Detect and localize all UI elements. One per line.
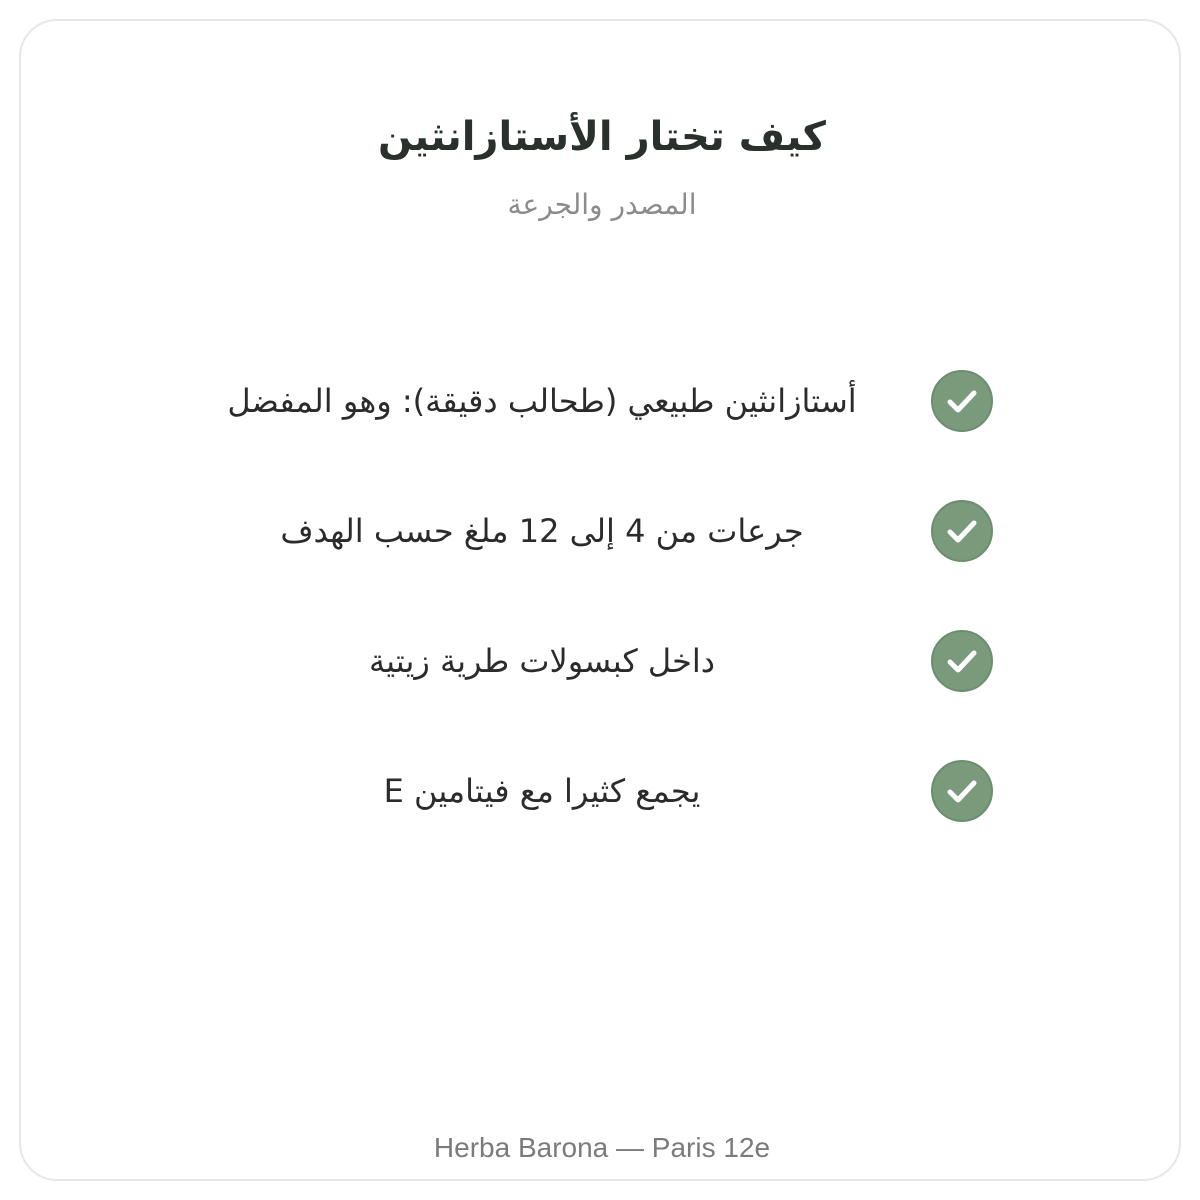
footer-brand: Herba Barona — Paris 12e bbox=[433, 1132, 771, 1163]
checklist-item bbox=[21, 760, 1183, 822]
page-subtitle: المصدر والجرعة bbox=[507, 188, 697, 221]
check-circle-icon bbox=[931, 500, 993, 562]
page-title: كيف تختار الأستازانثين bbox=[378, 114, 826, 160]
checklist-item bbox=[21, 500, 1183, 562]
check-circle-icon bbox=[931, 630, 993, 692]
info-card bbox=[19, 19, 1181, 1181]
checklist-item-text: داخل كبسولات طرية زيتية bbox=[368, 642, 716, 680]
checklist-item bbox=[21, 370, 1183, 432]
check-circle-icon bbox=[931, 760, 993, 822]
checklist-item-text: جرعات من 4 إلى 12 ملغ حسب الهدف bbox=[280, 512, 804, 550]
checklist-item bbox=[21, 630, 1183, 692]
checklist-item-text: يجمع كثيرا مع فيتامين E bbox=[383, 772, 701, 810]
check-circle-icon bbox=[931, 370, 993, 432]
checklist-item-text: أستازانثين طبيعي (طحالب دقيقة): وهو المفضل bbox=[227, 382, 857, 420]
